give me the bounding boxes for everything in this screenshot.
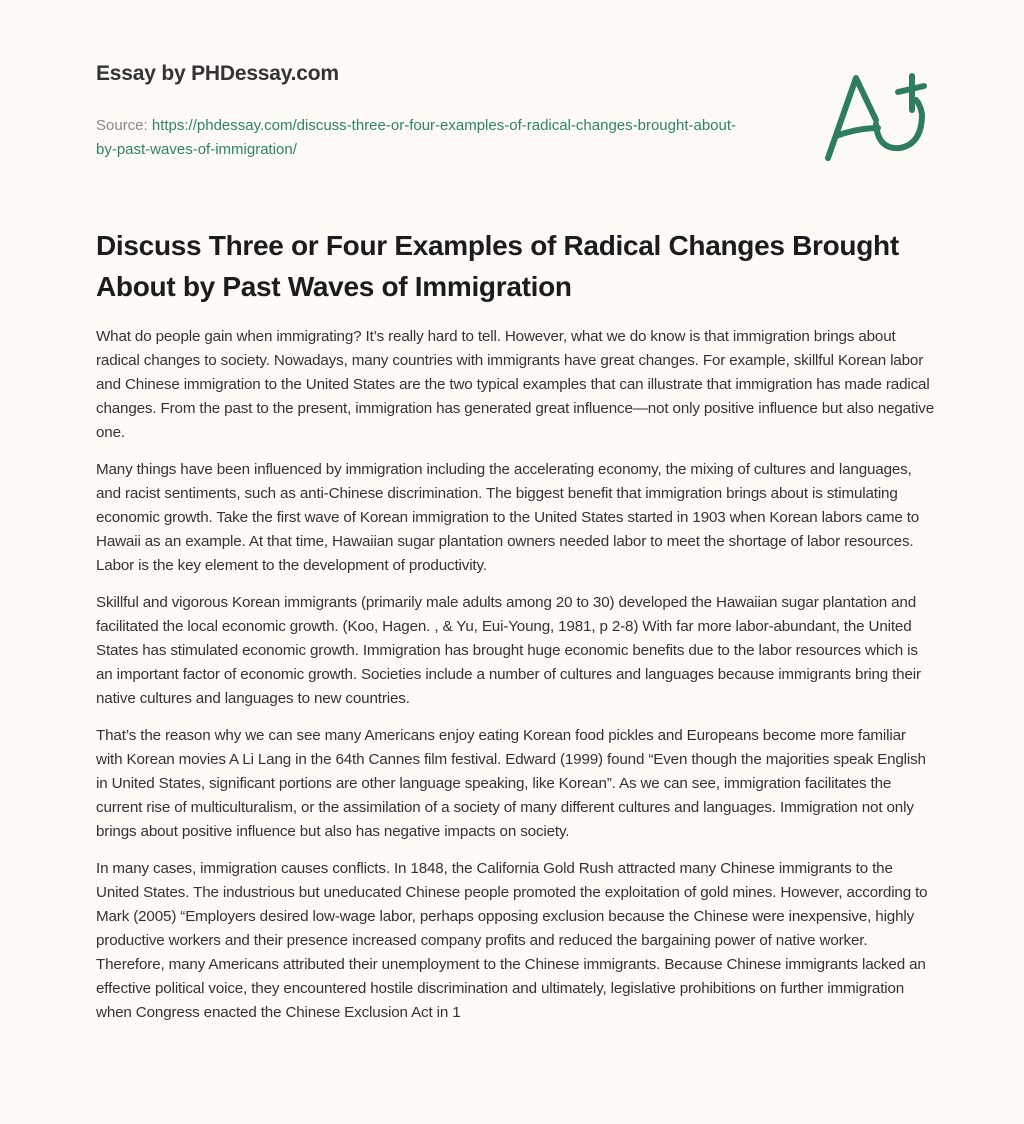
essay-paragraph: What do people gain when immigrating? It’s really hard to tell. However, what we do know is that immigration brings about radical changes to society. Nowadays, many countries with immigrants have great changes. For example, skillful Korean labor and Chinese immigration to the United States are the two typical examples that can illustrate that immigration has made radical changes. From the past to the present, immigration has generated great influence—not only positive influence but also negative one. [96,328,935,441]
essay-paragraph: Skillful and vigorous Korean immigrants (primarily male adults among 20 to 30) developed the Hawaiian sugar plantation and facilitated the local economic growth. (Koo, Hagen. , & Yu, Eui-Young, 1981, p 2-8) With far more labor-abundant, the United States has stimulated economic growth. Immigration has brought huge economic benefits due to the labor resources which is an important factor of economic growth. Societies include a number of cultures and languages because immigrants bring their native cultures and languages to new countries. [96,594,921,707]
essay-paragraph: Many things have been influenced by immigration including the accelerating economy, the mixing of cultures and languages, and racist sentiments, such as anti-Chinese discrimination. The biggest benefit that immigration brings about is stimulating economic growth. Take the first wave of Korean immigration to the United States started in 1903 when Korean labors came to Hawaii as an example. At that time, Hawaiian sugar plantation owners needed labor to meet the shortage of labor resources. Labor is the key element to the development of productivity. [96,461,920,574]
essay-paragraph: In many cases, immigration causes conflicts. In 1848, the California Gold Rush attracted many Chinese immigrants to the United States. The industrious but uneducated Chinese people promoted the exploitation of gold mines. However, according to Mark (2005) “Employers desired low-wage labor, perhaps opposing exclusion because the Chinese were inexpensive, highly productive workers and their presence increased company profits and reduced the bargaining power of native worker. Therefore, many Americans attributed their unemployment to the Chinese immigrants. Because Chinese immigrants lacked an effective political voice, they encountered hostile discrimination and ultimately, legislative prohibitions on further immigration when Congress enacted the Chinese Exclusion Act in 1 [96,860,928,1021]
a-plus-grade-icon [818,40,938,170]
source-line [96,114,756,162]
essay-paragraph: That’s the reason why we can see many Americans enjoy eating Korean food pickles and Europeans become more familiar with Korean movies A Li Lang in the 64th Cannes film festival. Edward (1999) found “Even though the majorities speak English in United States, significant portions are other language speaking, like Korean”. As we can see, immigration facilitates the current rise of multiculturalism, or the assimilation of a society of many different cultures and languages. Immigration not only brings about positive influence but also has negative impacts on society. [96,727,926,840]
source-label: Source: [96,117,152,134]
source-link[interactable]: https://phdessay.com/discuss-three-or-four-examples-of-radical-changes-brought-about-by-past-waves-of-immigration/ [96,117,737,158]
page-header [96,62,756,162]
essay-body [96,325,936,1038]
essay-title: Discuss Three or Four Examples of Radical Changes Brought About by Past Waves of Immigration [96,230,899,302]
site-brand: Essay by PHDessay.com [96,62,339,85]
